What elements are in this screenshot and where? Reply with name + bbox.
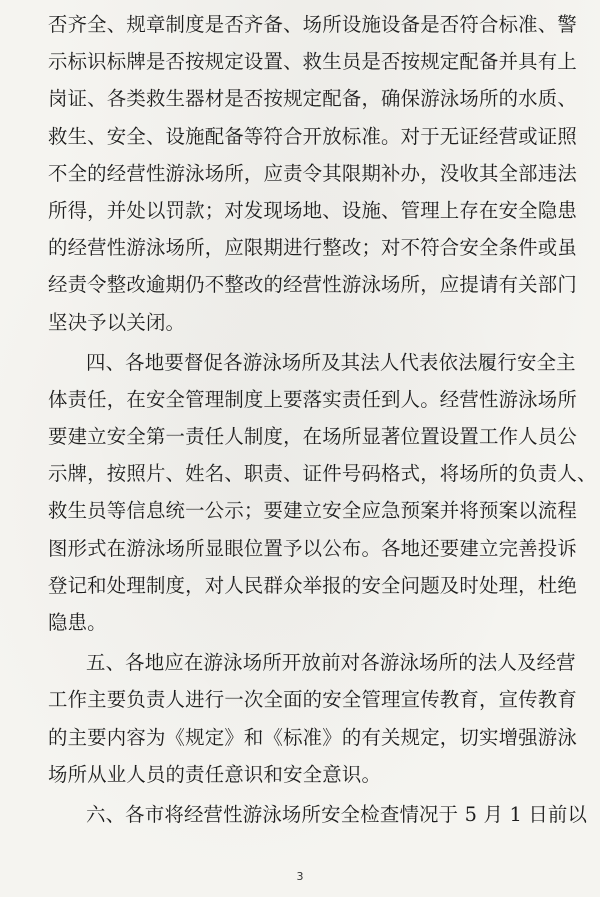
text-line: 坚决予以关闭。 [48,310,186,334]
text-line: 登记和处理制度，对人民群众举报的安全问题及时处理，杜绝 [48,573,577,597]
text-line: 否齐全、规章制度是否齐备、场所设施设备是否符合标准、警 [48,13,577,36]
text-line: 体责任，在安全管理制度上要落实责任到人。经营性游泳场所 [48,387,577,411]
text-line: 救生、安全、设施配备等符合开放标准。对于无证经营或证照 [48,124,577,148]
text-line: 所得，并处以罚款；对发现场地、设施、管理上存在安全隐患 [48,198,577,222]
text-line: 要建立安全第一责任人制度，在场所显著位置设置工作人员公 [48,425,577,449]
text-line: 示牌，按照片、姓名、职责、证件号码格式，将场所的负责人、 [48,462,597,486]
document-body [48,6,597,833]
text-line: 经责令整改逾期仍不整改的经营性游泳场所，应提请有关部门 [48,273,577,297]
text-line: 不全的经营性游泳场所，应责令其限期补办，没收其全部违法 [48,161,577,185]
text-line: 工作主要负责人进行一次全面的安全管理宣传教育，宣传教育 [48,688,577,712]
text-line: 六、各市将经营性游泳场所安全检查情况于 5 月 1 日前以 [86,802,588,826]
text-line: 四、各地要督促各游泳场所及其法人代表依法履行安全主 [86,350,576,374]
text-line: 的主要内容为《规定》和《标准》的有关规定，切实增强游泳 [48,725,577,749]
text-line: 五、各地应在游泳场所开放前对各游泳场所的法人及经营 [86,651,576,675]
text-line: 救生员等信息统一公示；要建立安全应急预案并将预案以流程 [48,499,577,523]
text-line: 场所从业人员的责任意识和安全意识。 [48,762,382,786]
text-line: 岗证、各类救生器材是否按规定配备，确保游泳场所的水质、 [48,87,577,111]
text-line: 示标识标牌是否按规定设置、救生员是否按规定配备并具有上 [48,50,577,74]
page-number: 3 [296,870,304,883]
text-line: 图形式在游泳场所显眼位置予以公布。各地还要建立完善投诉 [48,536,577,560]
text-line: 隐患。 [48,611,107,634]
text-line: 的经营性游泳场所，应限期进行整改；对不符合安全条件或虽 [48,236,577,260]
